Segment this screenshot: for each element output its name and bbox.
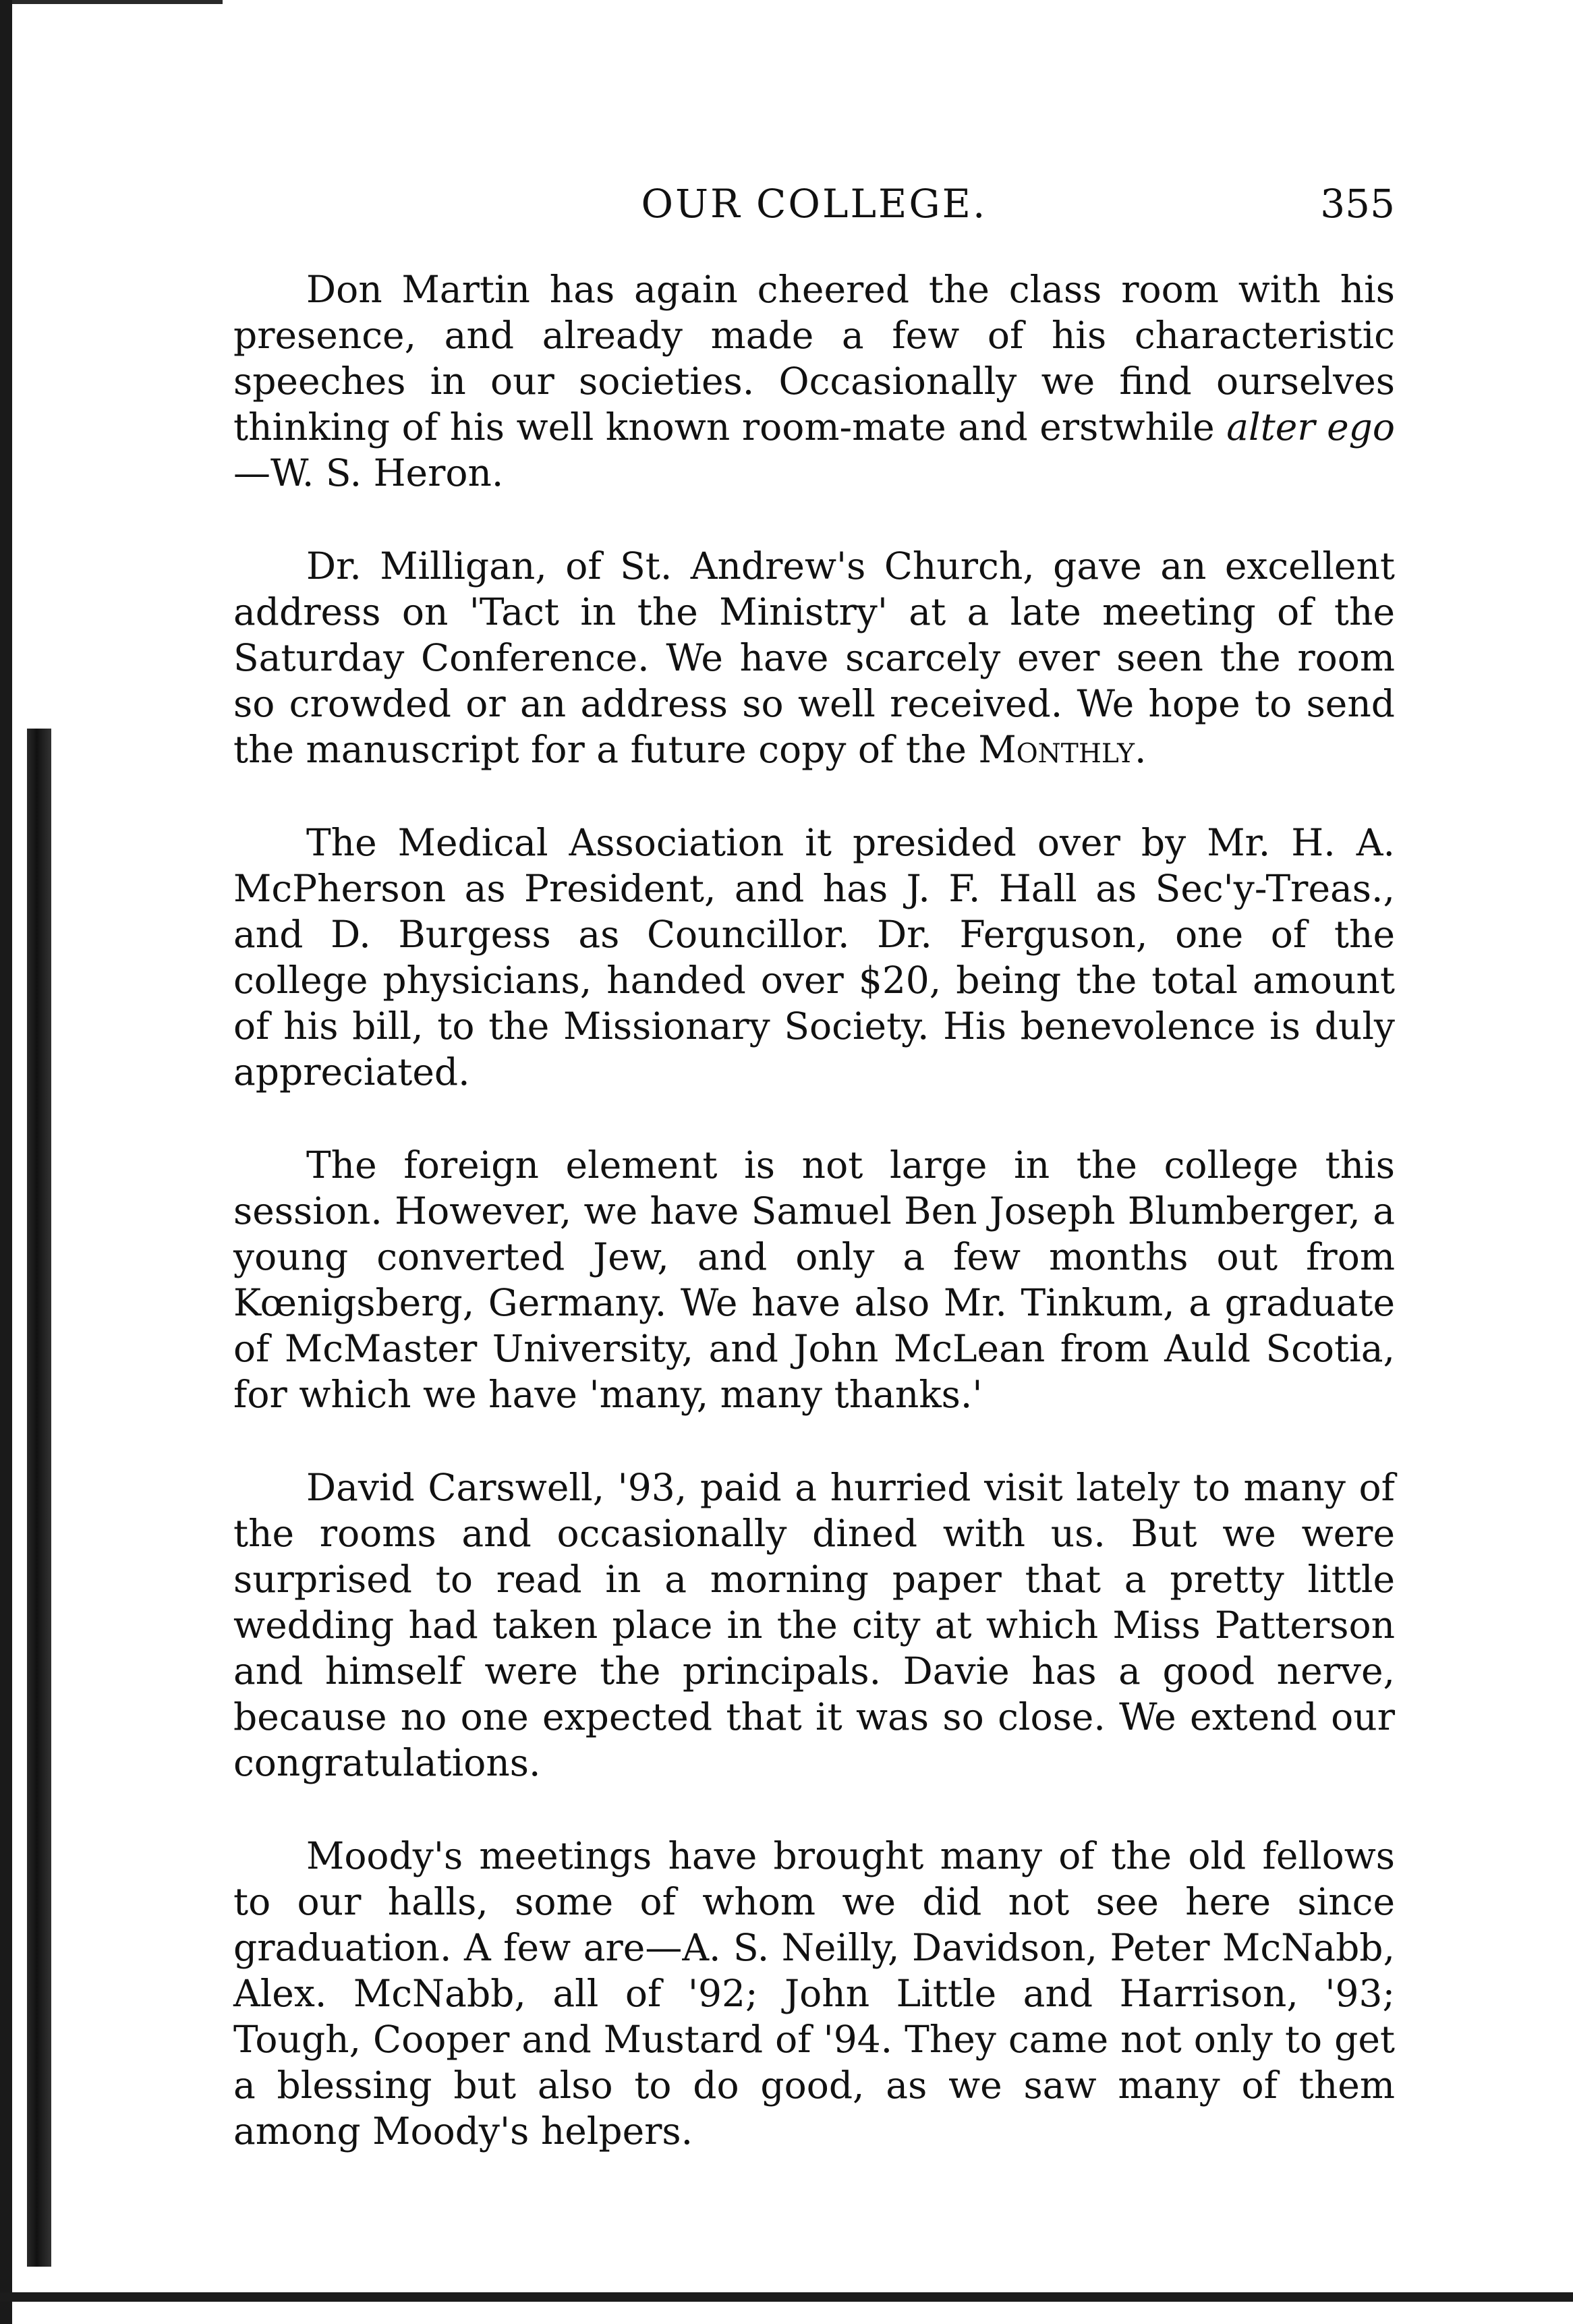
paragraph-text: . <box>1134 728 1147 771</box>
paragraph-don-martin <box>233 266 1395 496</box>
italic-phrase: alter ego <box>1226 405 1395 449</box>
paragraph-david-carswell: David Carswell, '93, paid a hurried visit lately to many of the rooms and occasionally dined with us. But we were surprised to read in a morning paper that a pretty little wedding had taken place in the city at which Miss Patterson and himself were the principals. Davie has a good nerve, because no one expected that it was so close. We extend our congratulations. <box>233 1466 1395 1784</box>
top-edge-rule <box>0 0 223 4</box>
running-head: OUR COLLEGE. <box>641 181 988 227</box>
paragraph-foreign-element: The foreign element is not large in the college this session. However, we have Samuel Ben Joseph Blumberger, a young converted Jew, and only a few months out from Kœnigsberg, Germany. We have also Mr. Tinkum, a graduate of McMaster University, and John McLean from Auld Scotia, for which we have 'many, many thanks.' <box>233 1143 1395 1416</box>
smallcaps-title: Monthly <box>978 728 1135 771</box>
paragraph-text: —W. S. Heron. <box>233 451 504 494</box>
paragraph-moodys-meetings: Moody's meetings have brought many of the old fellows to our halls, some of whom we did not see here since graduation. A few are—A. S. Neilly, Davidson, Peter McNabb, Alex. McNabb, all of '92; John Little and Harrison, '93; Tough, Cooper and Mustard of '94. They came not only to get a blessing but also to do good, as we saw many of them among Moody's helpers. <box>233 1834 1395 2153</box>
article-body <box>233 266 1395 2201</box>
paragraph-text: Don Martin has again cheered the class room with his presence, and already made a few of his characteristic speeches in our societies. Occasionally we find ourselves thinking of his well known room-mate and erstwhile <box>233 268 1395 449</box>
paragraph-text: Dr. Milligan, of St. Andrew's Church, gave an excellent address on 'Tact in the Ministry' at a late meeting of the Saturday Conference. We have scarcely ever seen the room so crowded or an address so well received. We hope to send the manuscript for a future copy of the <box>233 544 1395 771</box>
page-left-edge <box>0 0 12 2324</box>
binding-shadow <box>27 729 51 2267</box>
paragraph-medical-association: The Medical Association it presided over by Mr. H. A. McPherson as President, and has J. F. Hall as Sec'y-Treas., and D. Burgess as Councillor. Dr. Ferguson, one of the college physicians, handed over $20, being the total amount of his bill, to the Missionary Society. His benevolence is duly appreciated. <box>233 821 1395 1094</box>
page-number: 355 <box>1320 181 1395 227</box>
page-header <box>233 177 1395 231</box>
paragraph-dr-milligan <box>233 543 1395 772</box>
bottom-edge-rule <box>0 2292 1573 2302</box>
